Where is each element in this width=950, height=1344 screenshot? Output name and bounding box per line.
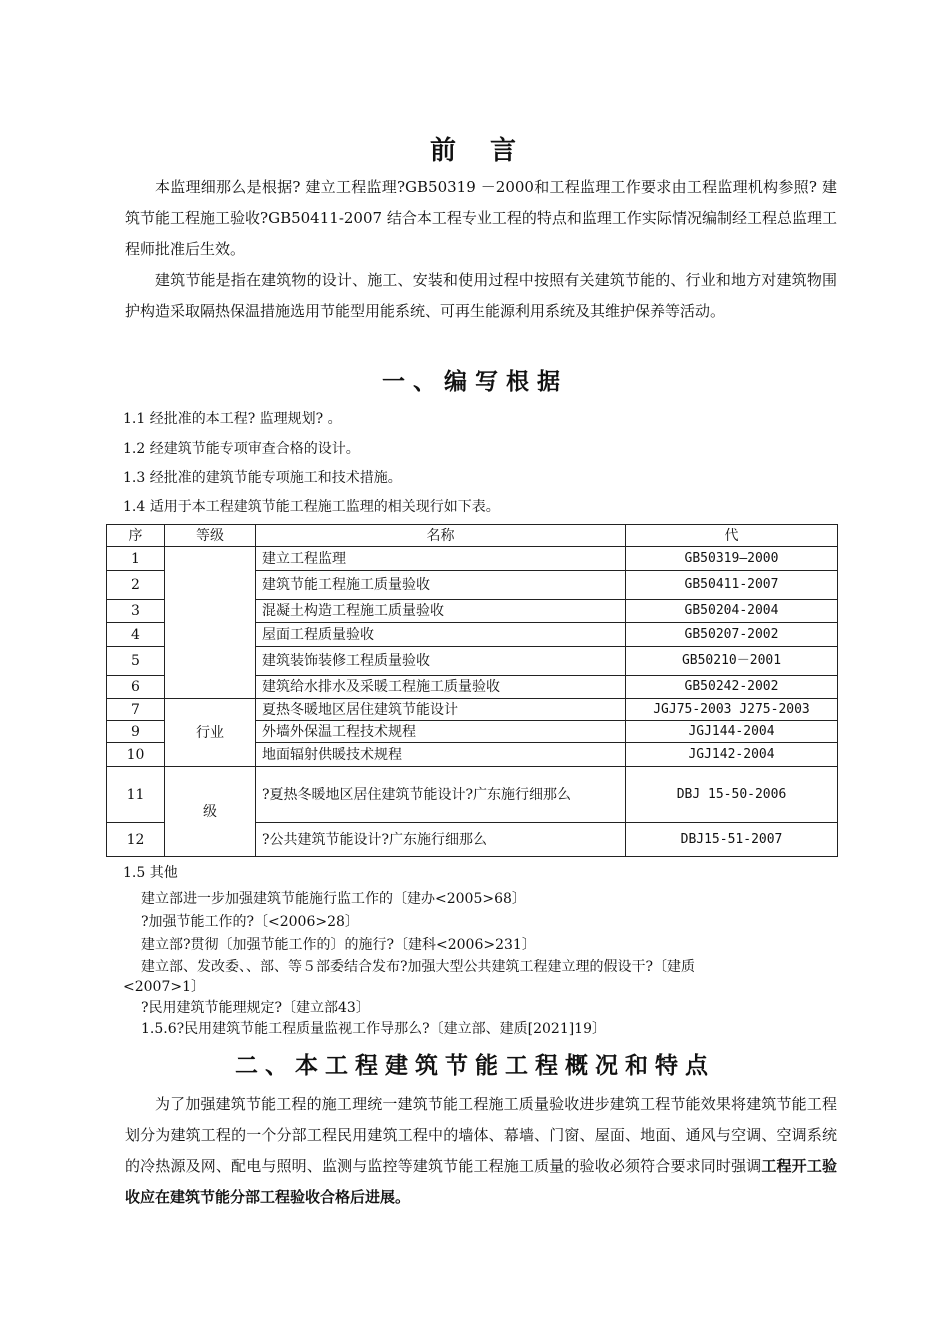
table-header-row: [107, 525, 838, 547]
row-code: DBJ15-51-2007: [626, 823, 838, 857]
preface-paragraph-1: 本监理细那么是根据? 建立工程监理?GB50319 －2000和工程监理工作要求由工程监理机构参照? 建筑节能工程施工验收?GB50411-2007 结合本工程专业工程的特点和监理工作实际情况编制经工程总监理工程师批准后生效。: [125, 178, 837, 258]
other-line-3: 建立部?贯彻〔加强节能工作的〕的施行?〔建科<2006>231〕: [141, 937, 536, 953]
basis-item-1: 1.1 经批准的本工程? 监理规划? 。: [123, 411, 342, 427]
basis-item-2: 1.2 经建筑节能专项审查合格的设计。: [123, 441, 360, 457]
other-line-5: ?民用建筑节能理规定?〔建立部43〕: [141, 1000, 370, 1016]
row-name: 外墙外保温工程技术规程: [256, 721, 626, 743]
other-title: 1.5 其他: [123, 865, 178, 881]
row-no: 11: [107, 767, 165, 823]
section2-paragraph-text: 为了加强建筑节能工程的施工理统一建筑节能工程施工质量验收进步建筑工程节能效果将建筑节能工程划分为建筑工程的一个分部工程民用建筑工程中的墙体、幕墙、门窗、屋面、地面、通风与空调、空调系统的冷热源及网、配电与照明、监测与监控等建筑节能工程施工质量的验收必须符合要求同时强调: [125, 1095, 837, 1175]
row-name: 混凝土构造工程施工质量验收: [256, 600, 626, 623]
row-code: JGJ144-2004: [626, 721, 838, 743]
preface-paragraph-2: 建筑节能是指在建筑物的设计、施工、安装和使用过程中按照有关建筑节能的、行业和地方对建筑物围护构造采取隔热保温措施选用节能型用能系统、可再生能源利用系统及其维护保养等活动。: [125, 271, 837, 320]
basis-item-3: 1.3 经批准的建筑节能专项施工和技术措施。: [123, 470, 402, 486]
row-code: JGJ142-2004: [626, 743, 838, 767]
row-no: 10: [107, 743, 165, 767]
header-no: 序: [107, 525, 165, 547]
row-no: 3: [107, 600, 165, 623]
row-no: 2: [107, 571, 165, 600]
other-line-4-cont: <2007>1〕: [123, 979, 205, 995]
row-code: GB50411-2007: [626, 571, 838, 600]
section2-title: 二、本工程建筑节能工程概况和特点: [235, 1053, 715, 1079]
standards-table: [106, 524, 838, 857]
header-code: 代: [626, 525, 838, 547]
row-name: 屋面工程质量验收: [256, 623, 626, 647]
other-line-2: ?加强节能工作的?〔<2006>28〕: [141, 914, 359, 930]
row-code: GB50204-2004: [626, 600, 838, 623]
other-line-4: 建立部、发改委、、部、等５部委结合发布?加强大型公共建筑工程建立理的假设干?〔建质: [141, 959, 696, 975]
preface-title: 前 言: [429, 136, 520, 166]
row-code: GB50207-2002: [626, 623, 838, 647]
row-code: JGJ75-2003 J275-2003: [626, 699, 838, 721]
row-name: ?夏热冬暖地区居住建筑节能设计?广东施行细那么: [256, 767, 626, 823]
row-name: ?公共建筑节能设计?广东施行细那么: [256, 823, 626, 857]
header-level: 等级: [165, 525, 256, 547]
row-code: GB50210－2001: [626, 647, 838, 676]
section2-paragraph-emphasis: 工程开工验收应在建筑节能分部工程验收合格后进展。: [125, 1157, 837, 1206]
row-name: 夏热冬暖地区居住建筑节能设计: [256, 699, 626, 721]
level-cell-industry: 行业: [165, 699, 256, 767]
table-row: [107, 547, 838, 571]
level-cell-local: 级: [165, 767, 256, 857]
section1-title: 一、编写根据: [382, 369, 568, 395]
basis-item-4: 1.4 适用于本工程建筑节能工程施工监理的相关现行如下表。: [123, 499, 500, 515]
row-code: GB50242-2002: [626, 676, 838, 699]
row-no: 6: [107, 676, 165, 699]
row-no: 12: [107, 823, 165, 857]
row-no: 1: [107, 547, 165, 571]
row-no: 4: [107, 623, 165, 647]
row-name: 地面辐射供暖技术规程: [256, 743, 626, 767]
header-name: 名称: [256, 525, 626, 547]
table-row: [107, 699, 838, 721]
level-cell-national: [165, 547, 256, 699]
row-no: 9: [107, 721, 165, 743]
row-name: 建筑节能工程施工质量验收: [256, 571, 626, 600]
row-code: DBJ 15-50-2006: [626, 767, 838, 823]
row-no: 5: [107, 647, 165, 676]
row-code: GB50319—2000: [626, 547, 838, 571]
row-no: 7: [107, 699, 165, 721]
section2-paragraph: [125, 1089, 837, 1213]
other-line-6: 1.5.6?民用建筑节能工程质量监视工作导那么?〔建立部、建质[2021]19〕: [141, 1021, 606, 1037]
row-name: 建立工程监理: [256, 547, 626, 571]
other-line-1: 建立部进一步加强建筑节能施行监工作的〔建办<2005>68〕: [141, 891, 526, 907]
row-name: 建筑给水排水及采暖工程施工质量验收: [256, 676, 626, 699]
table-row: [107, 767, 838, 823]
row-name: 建筑装饰装修工程质量验收: [256, 647, 626, 676]
